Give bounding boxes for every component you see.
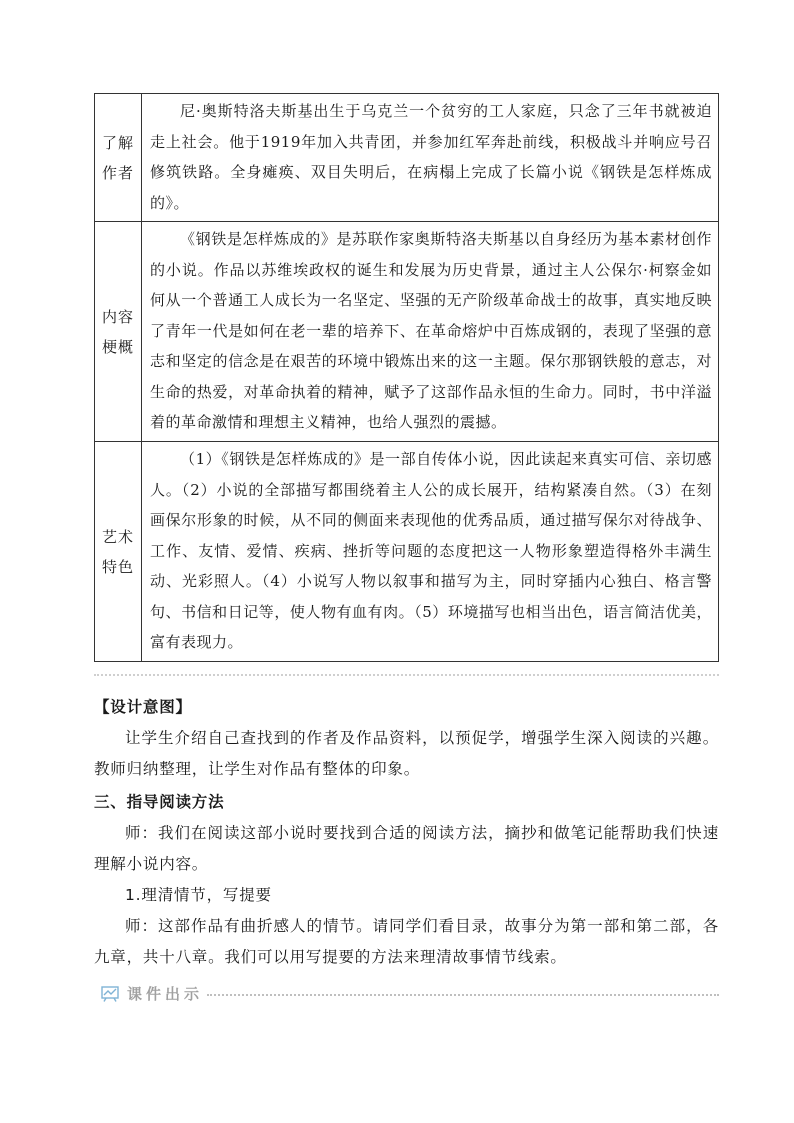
section-divider — [94, 674, 719, 676]
table-row-art — [95, 442, 719, 662]
row-label-line: 内容 — [101, 307, 134, 326]
courseware-dotted-line — [207, 994, 719, 996]
info-table — [94, 93, 719, 662]
row-label-line: 了解 — [101, 133, 134, 152]
row-label-line: 作者 — [101, 163, 134, 182]
section-heading: 三、指导阅读方法 — [94, 793, 225, 811]
row-label-line: 艺术 — [101, 527, 134, 546]
row-label-line: 梗概 — [101, 337, 134, 356]
row-label-line: 特色 — [101, 557, 134, 576]
presentation-icon — [101, 986, 119, 1002]
row-content: （1）《钢铁是怎样炼成的》是一部自传体小说，因此读起来真实可信、亲切感人。（2）小说的全部描写都围绕着主人公的成长展开，结构紧凑自然。（3）在刻画保尔形象的时候，从不同的侧面来表现他的优秀品质，通过描写保尔对待战争、工作、友情、爱情、疾病、挫折等问题的态度把这一人物形象塑造得格外丰满生动、光彩照人。（4）小说写人物以叙事和描写为主，同时穿插内心独白、格言警句、书信和日记等，使人物有血有肉。（5）环境描写也相当出色，语言简洁优美，富有表现力。 — [142, 442, 719, 662]
design-intent-text: 让学生介绍自己查找到的作者及作品资料，以预促学，增强学生深入阅读的兴趣。教师归纳整理，让学生对作品有整体的印象。 — [94, 729, 719, 778]
paragraph: 师：这部作品有曲折感人的情节。请同学们看目录，故事分为第一部和第二部，各九章，共十八章。我们可以用写提要的方法来理清故事情节线索。 — [94, 917, 719, 966]
courseware-banner — [101, 983, 719, 1004]
design-intent-title: 【设计意图】 — [94, 698, 192, 716]
row-content: 尼·奥斯特洛夫斯基出生于乌克兰一个贫穷的工人家庭，只念了三年书就被迫走上社会。他于1919年加入共青团，并参加红军奔赴前线，积极战斗并响应号召修筑铁路。全身瘫痪、双目失明后，在病榻上完成了长篇小说《钢铁是怎样炼成的》。 — [142, 94, 719, 222]
table-row-summary — [95, 222, 719, 442]
row-label — [95, 442, 142, 662]
table-row-author — [95, 94, 719, 222]
row-label — [95, 222, 142, 442]
row-label — [95, 94, 142, 222]
courseware-label: 课件出示 — [127, 985, 204, 1003]
paragraph: 师：我们在阅读这部小说时要找到合适的阅读方法，摘抄和做笔记能帮助我们快速理解小说内容。 — [94, 824, 719, 873]
subheading: 1.理清情节，写提要 — [125, 886, 272, 904]
row-content: 《钢铁是怎样炼成的》是苏联作家奥斯特洛夫斯基以自身经历为基本素材创作的小说。作品以苏维埃政权的诞生和发展为历史背景，通过主人公保尔·柯察金如何从一个普通工人成长为一名坚定、坚强的无产阶级革命战士的故事，真实地反映了青年一代是如何在老一辈的培养下、在革命熔炉中百炼成钢的，表现了坚强的意志和坚定的信念是在艰苦的环境中锻炼出来的这一主题。保尔那钢铁般的意志，对生命的热爱，对革命执着的精神，赋予了这部作品永恒的生命力。同时，书中洋溢着的革命激情和理想主义精神，也给人强烈的震撼。 — [142, 222, 719, 442]
